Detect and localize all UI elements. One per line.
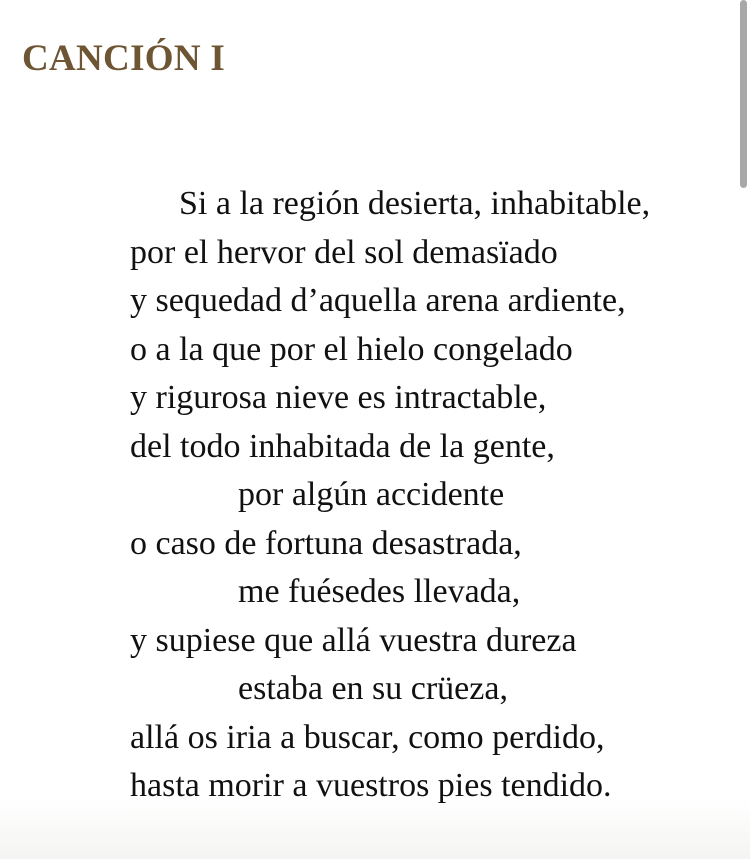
poem-line: por el hervor del sol demasïado xyxy=(130,233,558,271)
poem-line: o caso de fortuna desastrada, xyxy=(130,524,522,562)
poem-line: y sequedad d’aquella arena ardiente, xyxy=(130,282,626,319)
poem-line: y supiese que allá vuestra dureza xyxy=(130,621,577,659)
poem-line-short: me fuésedes llevada, xyxy=(238,573,521,610)
vertical-scrollbar[interactable] xyxy=(740,0,747,188)
poem-line-short: estaba en su crüeza, xyxy=(238,670,508,707)
poem-line: y rigurosa nieve es intractable, xyxy=(130,379,547,416)
poem-line: del todo inhabitada de la gente, xyxy=(130,427,555,465)
poem-line-short: por algún accidente xyxy=(238,476,505,513)
poem-line: allá os iria a buscar, como perdido, xyxy=(130,718,605,756)
poem-title: CANCIÓN I xyxy=(22,38,226,79)
poem-stanza xyxy=(130,180,650,811)
poem-line: Si a la región desierta, inhabitable, xyxy=(179,185,651,222)
poem-line: o a la que por el hielo congelado xyxy=(130,330,573,368)
poem-line: hasta morir a vuestros pies tendido. xyxy=(130,767,612,804)
